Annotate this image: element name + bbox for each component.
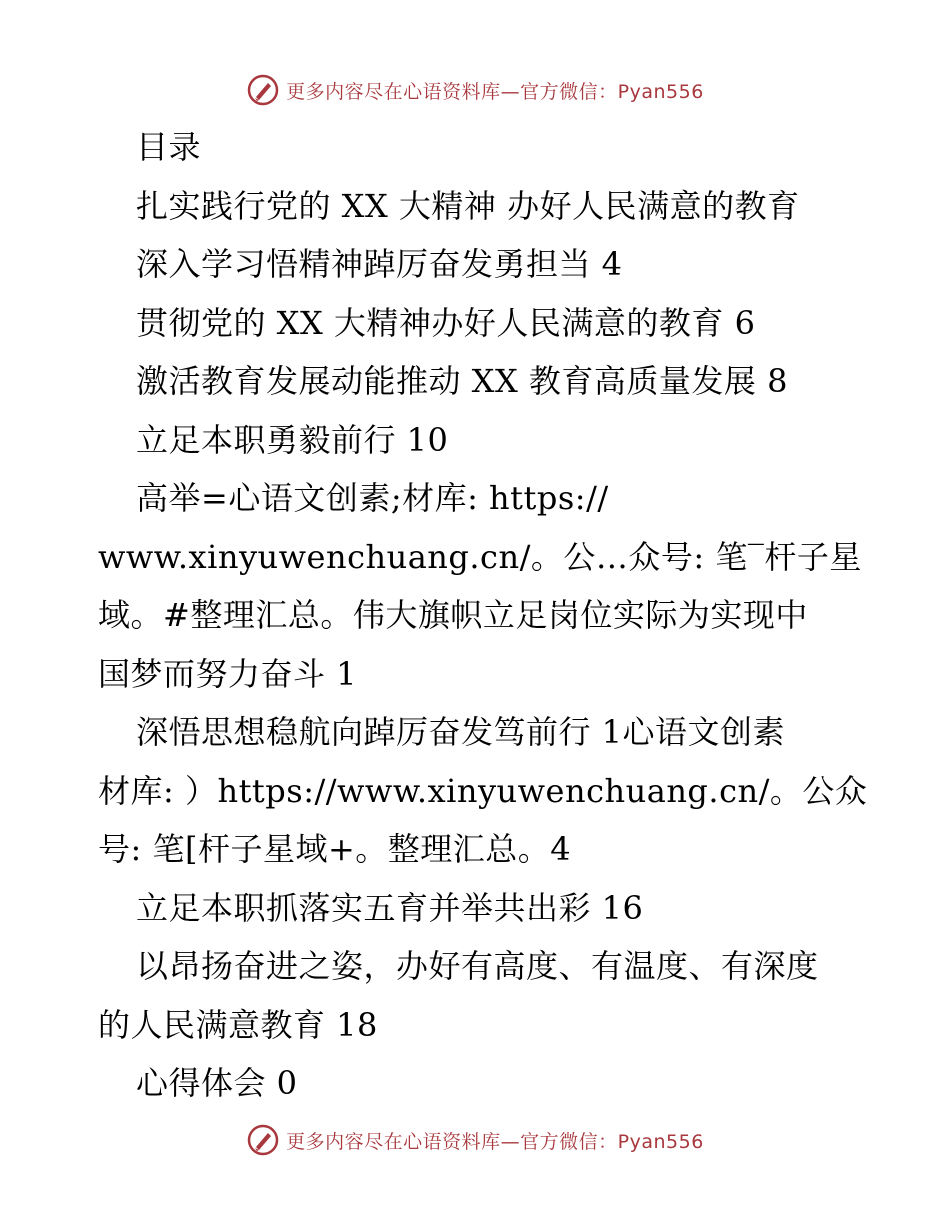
toc-entry: 高举=心语文创素;材库: https:// (136, 479, 609, 517)
toc-heading: 目录 (136, 128, 202, 166)
toc-entry-continuation: 号: 笔[杆子星域+。整理汇总。4 (98, 830, 572, 868)
toc-entry: 激活教育发展动能推动 XX 教育高质量发展 8 (136, 362, 788, 400)
toc-entry-continuation: 材库: ）https://www.xinyuwenchuang.cn/。公众 (98, 771, 868, 810)
pen-seal-logo-icon (246, 1123, 280, 1157)
toc-entry-continuation: www.xinyuwenchuang.cn/。公…众号: 笔‾杆子星 (98, 537, 862, 576)
toc-entry: 心得体会 0 (136, 1064, 298, 1102)
toc-entry: 深悟思想稳航向踔厉奋发笃前行 1心语文创素 (136, 713, 786, 751)
toc-entry: 深入学习悟精神踔厉奋发勇担当 4 (136, 245, 623, 283)
toc-entry-continuation: 域。#整理汇总。伟大旗帜立足岗位实际为实现中 (98, 596, 808, 634)
toc-entry: 立足本职抓落实五育并举共出彩 16 (136, 888, 644, 927)
pen-seal-logo-icon (246, 73, 280, 107)
watermark-text: 更多内容尽在心语资料库—官方微信：Pyan556 (286, 80, 704, 103)
table-of-contents (98, 118, 868, 1113)
toc-entry: 立足本职勇毅前行 10 (136, 420, 449, 459)
toc-entry-continuation: 国梦而努力奋斗 1 (98, 654, 358, 693)
toc-entry: 贯彻党的 XX 大精神办好人民满意的教育 6 (136, 303, 756, 342)
header-watermark-banner (0, 70, 950, 110)
toc-entry: 以昂扬奋进之姿，办好有高度、有温度、有深度 (136, 947, 819, 985)
toc-entry: 扎实践行党的 XX 大精神 办好人民满意的教育 (136, 186, 800, 225)
watermark-text: 更多内容尽在心语资料库—官方微信：Pyan556 (286, 1130, 704, 1153)
toc-entry-continuation: 的人民满意教育 18 (98, 1005, 378, 1044)
footer-watermark-banner (0, 1120, 950, 1160)
